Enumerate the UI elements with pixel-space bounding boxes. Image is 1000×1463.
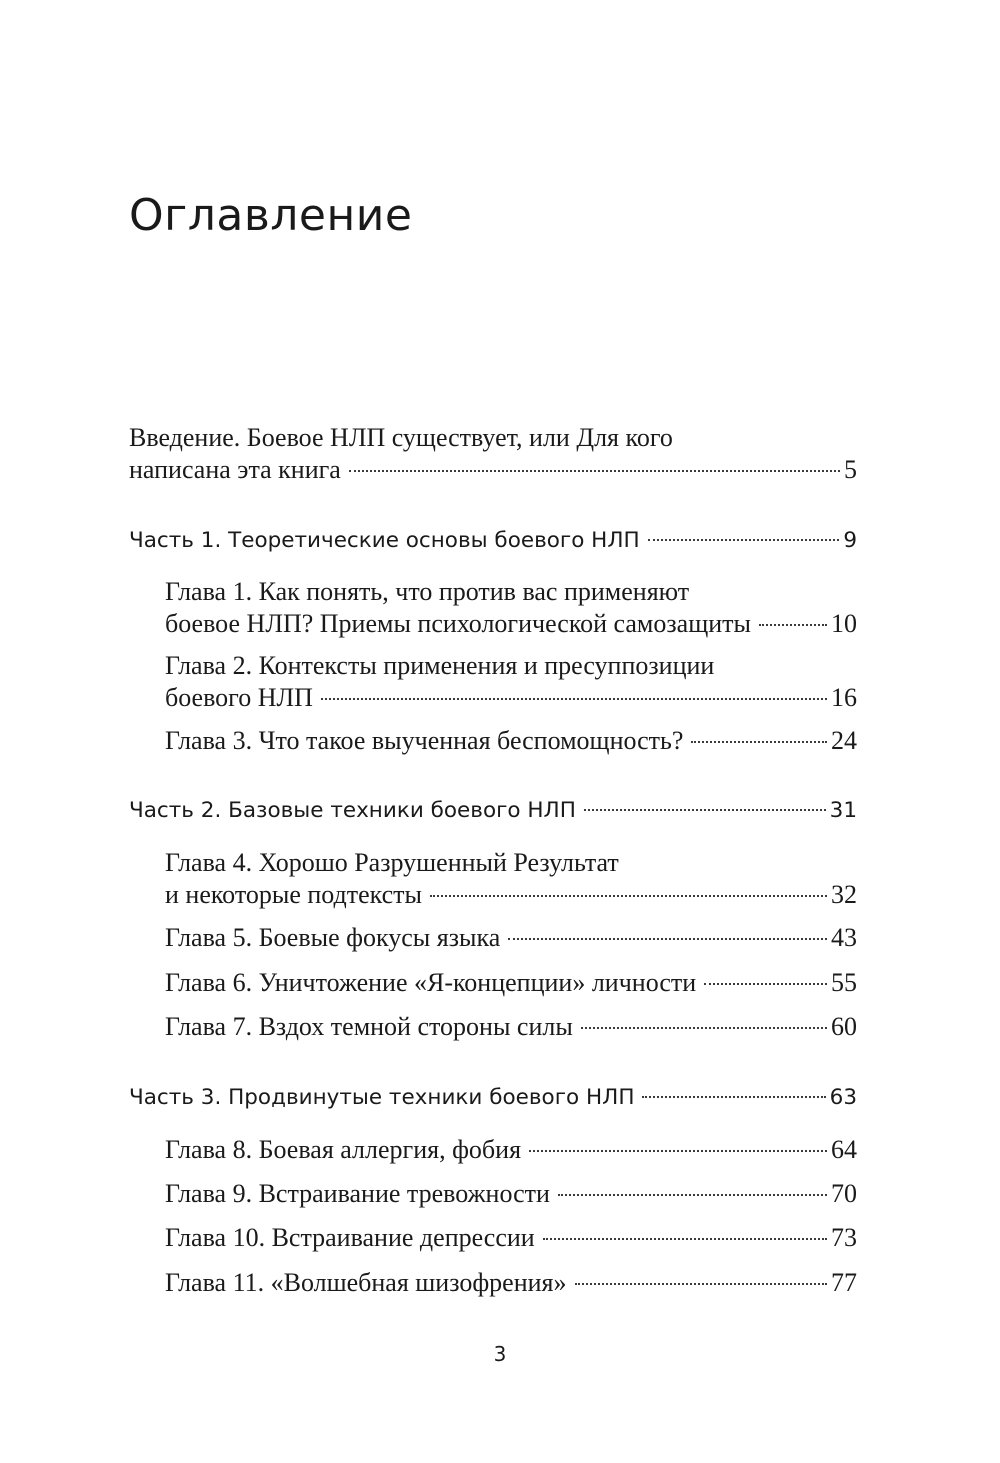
- dot-leader: [430, 895, 827, 897]
- dot-leader: [584, 809, 826, 811]
- toc-page-number: 60: [831, 1012, 857, 1041]
- toc-page-number: 5: [844, 455, 857, 484]
- toc-entry-title: Глава 11. «Волшебная шизофрения»: [165, 1268, 567, 1297]
- toc-page-number: 70: [831, 1179, 857, 1208]
- dot-leader: [642, 1096, 825, 1098]
- toc-entry-title: Глава 3. Что такое выученная беспомощность?: [165, 726, 684, 755]
- toc-page-number: 73: [831, 1223, 857, 1252]
- toc-part-2[interactable]: [129, 795, 857, 827]
- toc-page-number: 63: [829, 1085, 857, 1110]
- toc-entry-title: Глава 7. Вздох темной стороны силы: [165, 1012, 573, 1041]
- toc-entry-title: Глава 9. Встраивание тревожности: [165, 1179, 550, 1208]
- toc-entry-title: и некоторые подтексты: [165, 880, 423, 909]
- toc-page-number: 64: [831, 1135, 857, 1164]
- page-number: 3: [493, 1342, 507, 1366]
- toc-chapter-2[interactable]: [165, 650, 857, 714]
- toc-chapter-10[interactable]: [165, 1222, 857, 1254]
- toc-page-number: 55: [831, 968, 857, 997]
- toc-chapter-7[interactable]: [165, 1011, 857, 1043]
- toc-page-number: 16: [831, 683, 857, 712]
- toc-entry-title: Глава 1. Как понять, что против вас применяют: [165, 577, 690, 606]
- toc-part-3[interactable]: [129, 1082, 857, 1114]
- dot-leader: [321, 698, 827, 700]
- toc-chapter-1[interactable]: [165, 576, 857, 640]
- toc-entry-title: Глава 10. Встраивание депрессии: [165, 1223, 535, 1252]
- dot-leader: [759, 624, 827, 626]
- dot-leader: [543, 1238, 827, 1240]
- toc-chapter-11[interactable]: [165, 1267, 857, 1299]
- toc-part-1[interactable]: [129, 525, 857, 557]
- toc-entry-title: Глава 8. Боевая аллергия, фобия: [165, 1135, 522, 1164]
- toc-entry-title: написана эта книга: [129, 455, 341, 484]
- toc-entry-title: Введение. Боевое НЛП существует, или Для кого: [129, 423, 673, 452]
- dot-leader: [558, 1194, 827, 1196]
- toc-part-title: Часть 3. Продвинутые техники боевого НЛП: [129, 1085, 635, 1110]
- toc-entry-title: Глава 2. Контексты применения и пресуппозиции: [165, 651, 715, 680]
- toc-chapter-8[interactable]: [165, 1134, 857, 1166]
- toc-page-number: 31: [829, 798, 857, 823]
- dot-leader: [575, 1283, 827, 1285]
- toc-part-title: Часть 1. Теоретические основы боевого НЛП: [129, 528, 640, 553]
- toc-chapter-3[interactable]: [165, 725, 857, 757]
- toc-entry-title: Глава 6. Уничтожение «Я-концепции» личности: [165, 968, 697, 997]
- toc-page-number: 10: [831, 609, 857, 638]
- toc-page-number: 9: [843, 528, 857, 553]
- page-title: Оглавление: [129, 190, 413, 241]
- dot-leader: [704, 983, 827, 985]
- dot-leader: [581, 1027, 827, 1029]
- dot-leader: [508, 938, 827, 940]
- dot-leader: [529, 1150, 827, 1152]
- toc-chapter-5[interactable]: [165, 922, 857, 954]
- toc-chapter-4[interactable]: [165, 847, 857, 911]
- toc-entry-introduction[interactable]: [129, 422, 857, 486]
- dot-leader: [648, 539, 840, 541]
- toc-entry-title: Глава 4. Хорошо Разрушенный Результат: [165, 848, 619, 877]
- toc-entry-title: Глава 5. Боевые фокусы языка: [165, 923, 501, 952]
- toc-chapter-9[interactable]: [165, 1178, 857, 1210]
- dot-leader: [691, 741, 827, 743]
- toc-page-number: 77: [831, 1268, 857, 1297]
- toc-page-number: 43: [831, 923, 857, 952]
- toc-part-title: Часть 2. Базовые техники боевого НЛП: [129, 798, 576, 823]
- toc-page-number: 32: [831, 880, 857, 909]
- toc-entry-title: боевое НЛП? Приемы психологической самозащиты: [165, 609, 751, 638]
- toc-chapter-6[interactable]: [165, 967, 857, 999]
- dot-leader: [349, 470, 840, 472]
- toc-entry-title: боевого НЛП: [165, 683, 313, 712]
- toc-page-number: 24: [831, 726, 857, 755]
